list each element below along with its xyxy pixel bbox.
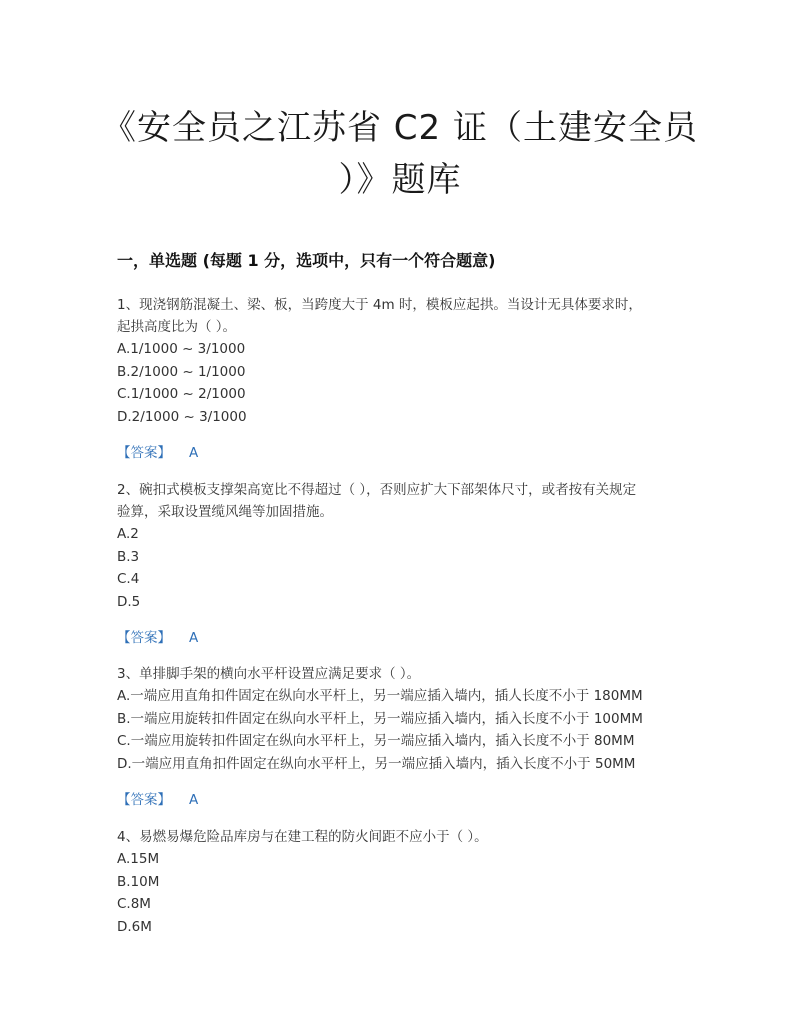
option-a: A.15M [117, 851, 160, 867]
question-stem: 验算，采取设置缆风绳等加固措施。 [117, 504, 333, 520]
option-c: C.8M [117, 896, 151, 912]
answer-value: A [189, 792, 199, 808]
title-line-2: ）》题库 [338, 160, 462, 200]
question-3 [117, 663, 687, 811]
option-a: A.一端应用直角扣件固定在纵向水平杆上，另一端应插入墙内，插人长度不小于 180MM [117, 688, 643, 704]
option-c: C.4 [117, 571, 140, 587]
answer-tag: 【答案】 [117, 630, 171, 646]
option-b: B.3 [117, 548, 140, 565]
question-stem: 3、单排脚手架的横向水平杆设置应满足要求（ ）。 [117, 666, 421, 682]
question-2 [117, 479, 687, 649]
answer-value: A [189, 630, 199, 646]
title-line-1: 《安全员之江苏省 C2 证（土建安全员 [102, 108, 698, 148]
option-d: D.6M [117, 918, 152, 935]
answer-tag: 【答案】 [117, 792, 171, 808]
option-d: D.5 [117, 593, 141, 610]
document-title [100, 102, 700, 206]
section-heading: 一，单选题 (每题 1 分，选项中，只有一个符合题意) [117, 251, 496, 270]
option-a: A.1/1000 ~ 3/1000 [117, 341, 246, 357]
option-b: B.2/1000 ~ 1/1000 [117, 363, 246, 380]
question-stem: 2、碗扣式模板支撑架高宽比不得超过（ ），否则应扩大下部架体尺寸，或者按有关规定 [117, 482, 637, 498]
option-b: B.10M [117, 873, 160, 890]
option-d: D.一端应用直角扣件固定在纵向水平杆上，另一端应插入墙内，插入长度不小于 50MM [117, 755, 636, 772]
question-stem: 4、易燃易爆危险品库房与在建工程的防火间距不应小于（ ）。 [117, 829, 488, 845]
option-a: A.2 [117, 526, 139, 542]
option-b: B.一端应用旋转扣件固定在纵向水平杆上，另一端应插入墙内，插入长度不小于 100MM [117, 710, 643, 727]
question-1 [117, 294, 687, 464]
option-c: C.1/1000 ~ 2/1000 [117, 386, 246, 402]
answer-tag: 【答案】 [117, 445, 171, 461]
answer-line [117, 627, 687, 649]
question-stem: 起拱高度比为（ ）。 [117, 319, 237, 335]
question-4 [117, 826, 687, 938]
answer-line [117, 442, 687, 464]
answer-value: A [189, 445, 199, 461]
question-stem: 1、现浇钢筋混凝土、梁、板，当跨度大于 4m 时，模板应起拱。当设计无具体要求时， [117, 297, 642, 313]
option-d: D.2/1000 ~ 3/1000 [117, 408, 247, 425]
option-c: C.一端应用旋转扣件固定在纵向水平杆上，另一端应插入墙内，插入长度不小于 80MM [117, 733, 635, 749]
answer-line [117, 789, 687, 811]
